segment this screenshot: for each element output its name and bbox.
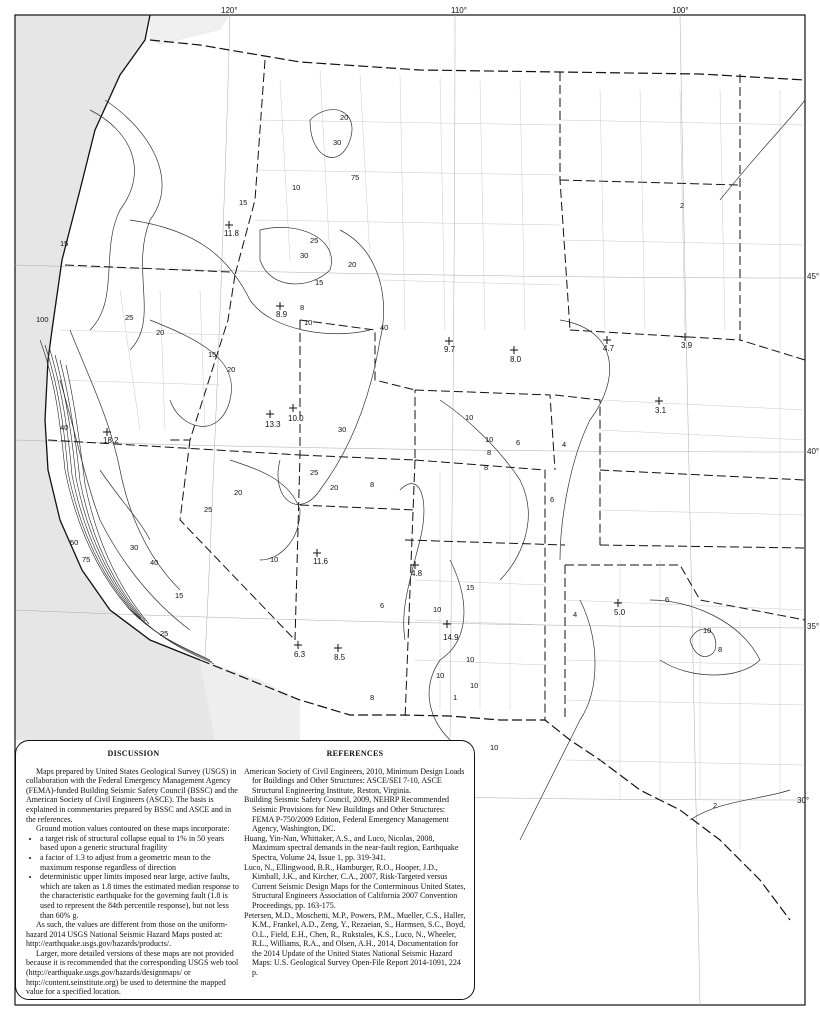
site-value: 10.0 [288,414,304,423]
contour-label: 25 [310,236,319,245]
contour-label: 15 [466,583,475,592]
longitude-label-100: 100° [672,6,689,15]
contour-label: 2 [680,201,685,210]
site-value: 18.2 [103,436,119,445]
contour-label: 30 [300,251,309,260]
contour-label: 75 [351,173,360,182]
contour-label: 15 [175,591,184,600]
reference-item: Huang, Yin-Nan, Whittaker, A.S., and Luco, Nicolas, 2008, Maximum spectral demands in the near-fault region, Earthquake Spectra, Volume 24, Issue 1, pp. 319-341. [244,833,459,862]
references-section [244,749,466,978]
contour-label: 10 [470,681,479,690]
contour-label: 25 [310,468,319,477]
contour-label: 10 [436,671,445,680]
longitude-label-120: 120° [221,6,238,15]
discussion-heading: DISCUSSION [107,749,160,758]
site-value: 3.1 [655,406,667,415]
contour-label: 40 [380,323,389,332]
contour-label: 30 [338,425,347,434]
site-value: 8.0 [510,355,522,364]
latitude-label-40: 40° [807,447,820,456]
discussion-section [26,749,241,997]
contour-label: 15 [60,239,69,248]
contour-label: 25 [204,505,213,514]
discussion-paragraph: Ground motion values contoured on these maps incorporate: [36,824,230,834]
site-value: 8.5 [334,653,346,662]
contour-label: 10 [270,555,279,564]
contour-label: 8 [487,448,492,457]
contour-label: 25 [125,313,134,322]
reference-item: Building Seismic Safety Council, 2009, NEHRP Recommended Seismic Provisions for New Buildings and Other Structures: FEMA P-750/2009 Edition, Federal Emergency Management Agency, Washington, DC. [244,795,450,834]
contour-label: 2 [713,801,718,810]
site-value: 5.0 [614,608,626,617]
contour-label: 75 [82,555,91,564]
contour-label: 6 [550,495,555,504]
legend-box [15,740,475,1000]
references-heading: REFERENCES [326,749,384,758]
contour-label: 20 [234,488,243,497]
contour-label: 10 [292,183,301,192]
contour-label: 15 [239,198,248,207]
contour-label: 30 [130,543,139,552]
reference-item: American Society of Civil Engineers, 2010, Minimum Design Loads for Buildings and Other Structures: ASCE/SEI 7-10, ASCE Structural Engineering Institute, Reston, Virginia. [244,766,465,795]
discussion-bullet: • a target risk of structural collapse equal to 1% in 50 years based upon a generic structural fragility [40,834,241,853]
site-value: 14.9 [443,633,459,642]
contour-label: 20 [227,365,236,374]
contour-label: 6 [665,595,670,604]
contour-label: 10 [304,318,313,327]
site-value: 8.9 [276,310,288,319]
contour-label: 8 [370,693,375,702]
contour-label: 8 [484,463,489,472]
site-value: 4.7 [603,344,615,353]
discussion-paragraph: Larger, more detailed versions of these maps are not provided because it is recommended that the corresponding USGS web tool (http://earthquake.usgs.gov/hazards/designmaps/ or http://content.seinstitute.org) be used to determine the mapped value for a specified location. [26,948,239,997]
longitude-label-110: 110° [451,6,467,15]
contour-label: 10 [433,605,442,614]
contour-label: 6 [516,438,521,447]
latitude-label-45: 45° [807,272,820,281]
contour-label: 20 [156,328,165,337]
contour-label: 30 [333,138,342,147]
contour-label: 8 [718,645,723,654]
site-value: 4.8 [411,569,423,578]
contour-label: 4 [573,610,578,619]
contour-label: 8 [300,303,305,312]
site-value: 11.6 [313,557,328,566]
contour-label: 6 [380,601,385,610]
site-value: 3.9 [681,341,693,350]
contour-label: 100 [36,315,49,324]
contour-label: 10 [703,626,712,635]
discussion-paragraph: As such, the values are different from those on the uniform-hazard 2014 USGS National Seismic Hazard Maps posted at: http://earthquake.usgs.gov/hazards/products/. [26,920,228,949]
contour-label: 1 [453,693,458,702]
contour-label: 50 [70,538,79,547]
latitude-label-35: 35° [807,622,820,631]
contour-label: 15 [315,278,324,287]
contour-label: 20 [348,260,357,269]
contour-label: 40 [60,423,69,432]
discussion-bullets [26,834,241,920]
contour-label: 8 [370,480,375,489]
site-value: 9.7 [444,345,456,354]
contour-label: 20 [340,113,349,122]
contour-label: 10 [465,413,474,422]
latitude-label-30: 30° [797,796,810,805]
site-value: 11.8 [224,229,239,238]
contour-label: 40 [150,558,159,567]
site-value: 13.3 [265,420,281,429]
discussion-bullet: • deterministic upper limits imposed near large, active faults, which are taken as 1.8 times the estimated median response to the characteristic earthquake for the governing fault (1.8 is used to represent the 84th percentile response), but not less than 60% g. [40,872,241,920]
reference-item: Petersen, M.D., Moschetti, M.P., Powers, P.M., Mueller, C.S., Haller, K.M., Frankel, A.D., Zeng, Y., Rezaeian, S., Harmsen, S.C., Boyd, O.L., Field, E.H., Chen, R., Rukstales, K.S., Luco, N., Wheeler, R.L., Williams, R.A., and Olsen, A.H., 2014, Documentation for the 2014 Update of the United States National Seismic Hazard Maps: U.S. Geological Survey Open-File Report 2014-1091, 224 p. [244,910,466,978]
contour-label: 15 [208,350,217,359]
contour-label: 10 [485,435,494,444]
contour-label: 25 [160,629,169,638]
contour-label: 20 [330,483,339,492]
discussion-paragraph: Maps prepared by United States Geological Survey (USGS) in collaboration with the Federal Emergency Management Agency (FEMA)-funded Building Seismic Safety Council (BSSC) and the American Society of Civil Engineers (ASCE). The basis is explained in commentaries prepared by BSSC and ASCE and in the references. [26,766,238,824]
discussion-bullet: • a factor of 1.3 to adjust from a geometric mean to the maximum response regardless of direction [40,853,241,872]
contour-label: 4 [562,440,567,449]
reference-item: Luco, N., Ellingwood, B.R., Hamburger, R.O., Hooper, J.D., Kimball, J.K., and Kircher, C.A., 2007, Risk-Targeted versus Current Seismic Design Maps for the Conterminous United States, Structural Engineers Association of California 2007 Convention Proceedings, pp. 163-175. [244,862,466,910]
contour-label: 10 [490,743,499,752]
contour-label: 10 [466,655,475,664]
site-value: 6.3 [294,650,306,659]
